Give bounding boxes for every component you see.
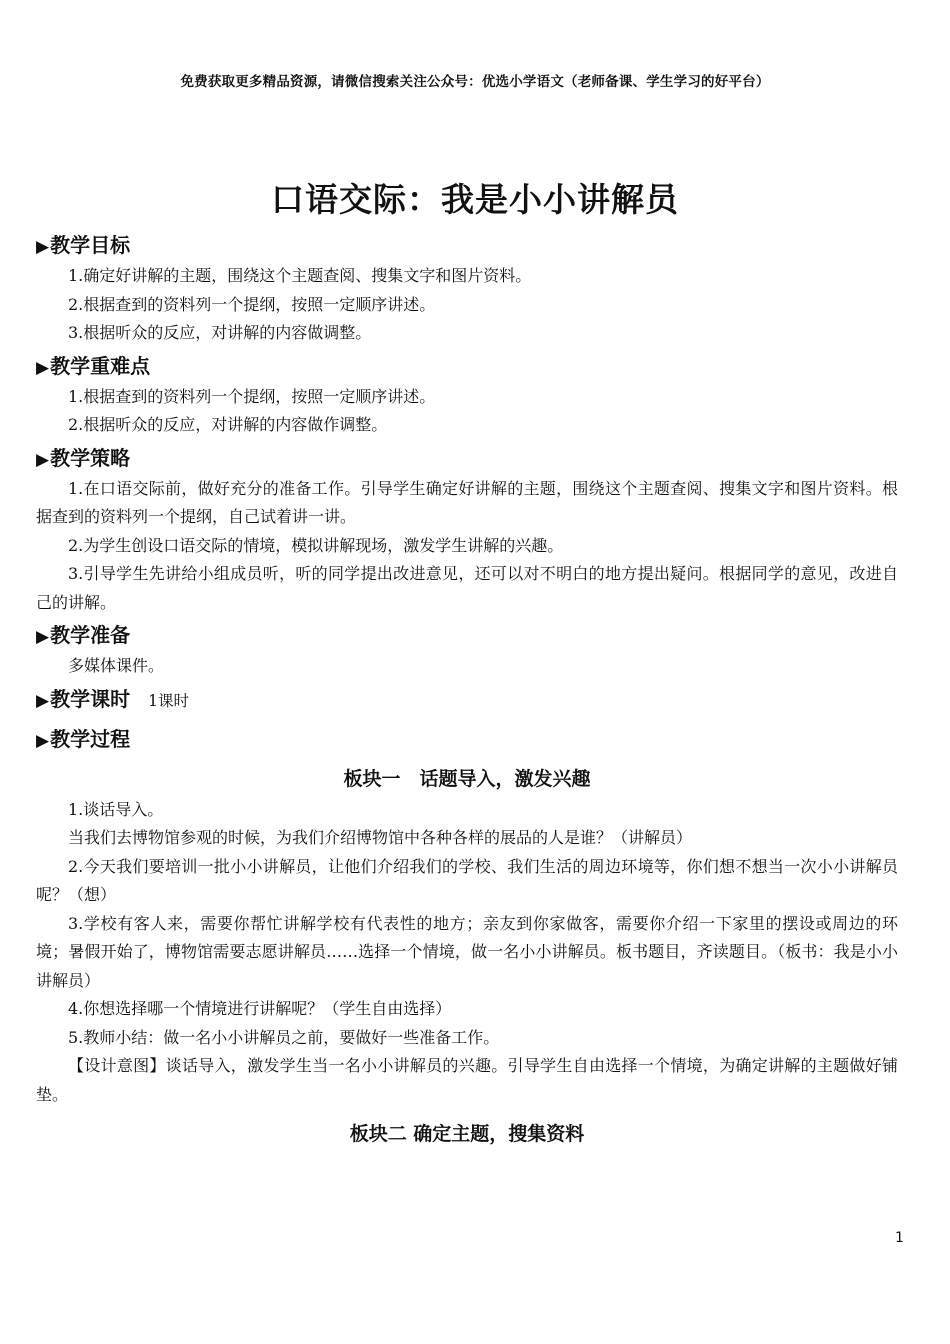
section-heading-strategy xyxy=(36,443,898,473)
section-heading-label: 教学过程 xyxy=(50,726,131,751)
triangle-marker-icon: ▶ xyxy=(36,357,50,378)
design-intent-note: 【设计意图】谈话导入，激发学生当一名小小讲解员的兴趣。引导学生自由选择一个情境，为确定讲解的主题做好铺垫。 xyxy=(36,1056,898,1104)
section-heading-label: 教学课时 xyxy=(50,686,131,711)
process-item: 1.谈话导入。 xyxy=(68,799,164,819)
page-number: 1 xyxy=(895,1230,904,1246)
section-heading-hours xyxy=(36,684,898,714)
goal-item: 2.根据查到的资料列一个提纲，按照一定顺序讲述。 xyxy=(68,294,436,314)
goal-item: 3.根据听众的反应，对讲解的内容做调整。 xyxy=(68,323,372,342)
header-banner: 免费获取更多精品资源，请微信搜索关注公众号：优选小学语文（老师备课、学生学习的好平台） xyxy=(180,74,770,90)
triangle-marker-icon: ▶ xyxy=(36,690,50,711)
process-item: 3.学校有客人来，需要你帮忙讲解学校有代表性的地方；亲友到你家做客，需要你介绍一下家里的摆设或周边的环境；暑假开始了，博物馆需要志愿讲解员……选择一个情境，做一名小小讲解员。板书题目，齐读题目。（板书：我是小小讲解员） xyxy=(36,913,898,990)
document-title: 口语交际：我是小小讲解员 xyxy=(271,180,679,219)
key-point-item: 2.根据听众的反应，对讲解的内容做作调整。 xyxy=(68,415,388,434)
section-heading-label: 教学准备 xyxy=(50,623,131,647)
goal-item: 1.确定好讲解的主题，围绕这个主题查阅、搜集文字和图片资料。 xyxy=(68,266,532,285)
document-body xyxy=(36,230,898,1151)
section-heading-preparation xyxy=(36,620,898,650)
section-heading-process xyxy=(36,724,898,754)
strategy-item: 1.在口语交际前，做好充分的准备工作。引导学生确定好讲解的主题，围绕这个主题查阅、搜集文字和图片资料。根据查到的资料列一个提纲，自己试着讲一讲。 xyxy=(36,478,898,526)
key-point-item: 1.根据查到的资料列一个提纲，按照一定顺序讲述。 xyxy=(68,386,436,406)
hours-value: 1课时 xyxy=(148,691,189,710)
triangle-marker-icon: ▶ xyxy=(36,237,50,257)
section-heading-label: 教学目标 xyxy=(50,233,131,257)
process-item: 4.你想选择哪一个情境进行讲解呢？（学生自由选择） xyxy=(68,999,452,1018)
section-heading-label: 教学重难点 xyxy=(50,353,151,378)
process-item: 5.教师小结：做一名小小讲解员之前，要做好一些准备工作。 xyxy=(68,1027,500,1047)
preparation-item: 多媒体课件。 xyxy=(68,656,165,675)
strategy-item: 2.为学生创设口语交际的情境，模拟讲解现场，激发学生讲解的兴趣。 xyxy=(68,535,564,555)
process-item: 当我们去博物馆参观的时候，为我们介绍博物馆中各种各样的展品的人是谁？（讲解员） xyxy=(68,828,693,847)
process-item: 2.今天我们要培训一批小小讲解员，让他们介绍我们的学校、我们生活的周边环境等，你们想不想当一次小小讲解员呢？（想） xyxy=(36,856,898,904)
strategy-item: 3.引导学生先讲给小组成员听，听的同学提出改进意见，还可以对不明白的地方提出疑问。根据同学的意见，改进自己的讲解。 xyxy=(36,564,898,612)
section-heading-key-points xyxy=(36,351,898,381)
triangle-marker-icon: ▶ xyxy=(36,627,50,647)
triangle-marker-icon: ▶ xyxy=(36,449,50,470)
section-heading-label: 教学策略 xyxy=(50,445,131,470)
section-heading-goals xyxy=(36,230,898,260)
block-one-heading: 板块一 话题导入，激发兴趣 xyxy=(343,767,591,790)
block-two-heading: 板块二 确定主题，搜集资料 xyxy=(349,1123,585,1145)
triangle-marker-icon: ▶ xyxy=(36,730,50,751)
